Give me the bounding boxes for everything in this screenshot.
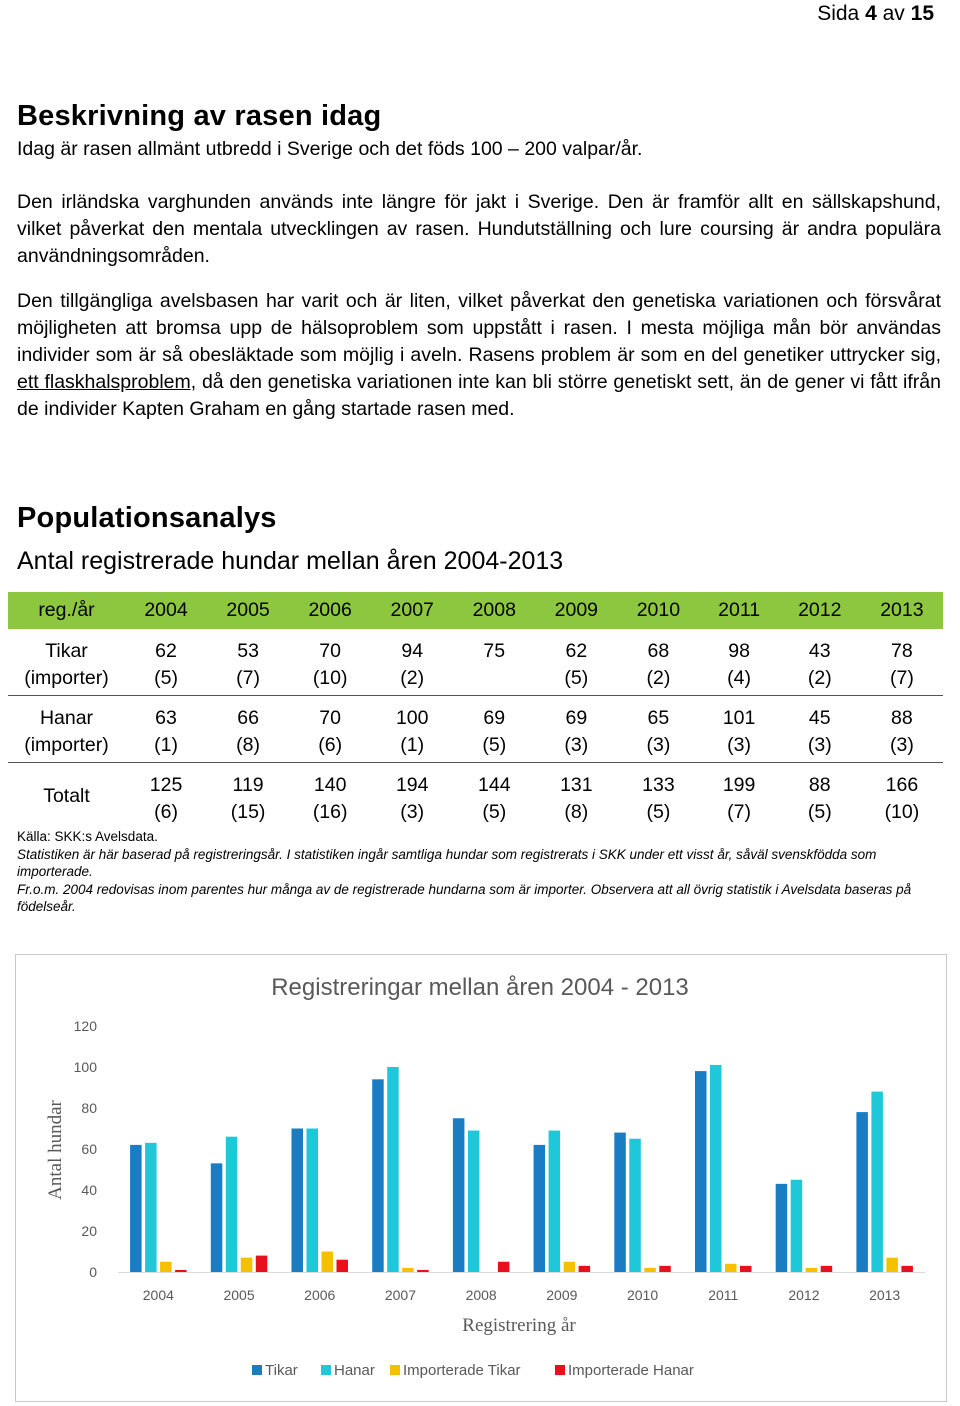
year-header: 2006 bbox=[289, 592, 371, 629]
bar-importerade-tikar bbox=[322, 1252, 334, 1273]
cell-imports: (7) bbox=[889, 666, 914, 689]
cell-count: 131 bbox=[560, 774, 593, 796]
cell-count: 194 bbox=[395, 774, 429, 796]
cell-imports: (16) bbox=[312, 800, 348, 823]
cell-imports: (6) bbox=[318, 733, 343, 756]
note-imports: Fr.o.m. 2004 redovisas inom parentes hur många av de registrerade hundarna som är importer. Observera att all övrig statistik i Avelsdata baseras på födelseår. bbox=[17, 881, 912, 914]
bar-tikar bbox=[292, 1129, 304, 1273]
y-tick-label: 40 bbox=[81, 1182, 97, 1198]
legend-swatch bbox=[252, 1365, 262, 1375]
year-header: 2009 bbox=[535, 592, 617, 629]
bar-importerade-tikar bbox=[725, 1264, 737, 1272]
x-tick-label: 2007 bbox=[384, 1287, 417, 1303]
bar-tikar bbox=[130, 1145, 142, 1272]
x-tick-label: 2005 bbox=[223, 1287, 255, 1303]
cell-imports: (7) bbox=[236, 666, 261, 689]
x-tick-label: 2010 bbox=[626, 1287, 659, 1303]
bar-importerade-tikar bbox=[886, 1258, 898, 1272]
bar-tikar bbox=[534, 1145, 546, 1272]
cell-count: 66 bbox=[237, 707, 259, 729]
cell-imports: (15) bbox=[230, 800, 266, 823]
bar-hanar bbox=[710, 1065, 722, 1272]
year-header: 2008 bbox=[453, 592, 535, 629]
legend-swatch bbox=[321, 1365, 331, 1375]
legend-label: Importerade Hanar bbox=[568, 1362, 694, 1379]
legend-swatch bbox=[390, 1365, 400, 1375]
cell-imports: (5) bbox=[482, 800, 507, 823]
year-header: 2005 bbox=[207, 592, 289, 629]
bar-importerade-hanar bbox=[417, 1270, 429, 1272]
y-tick-label: 60 bbox=[81, 1141, 97, 1157]
legend-label: Hanar bbox=[334, 1362, 375, 1379]
note-registration-year: Statistiken är här baserad på registreringsår. I statistiken ingår samtliga hundar som registrerats i SKK under ett visst år, såväl svenskfödda som importerade. bbox=[17, 846, 877, 879]
row-label-sub: (importer) bbox=[24, 733, 109, 756]
cell-count: 98 bbox=[728, 640, 750, 662]
bar-tikar bbox=[614, 1133, 626, 1272]
cell-count: 70 bbox=[319, 707, 341, 729]
cell-count: 65 bbox=[647, 707, 670, 729]
cell-count: 69 bbox=[565, 707, 588, 729]
cell-imports: (5) bbox=[646, 800, 671, 823]
y-tick-label: 120 bbox=[73, 1018, 97, 1034]
year-header: 2007 bbox=[371, 592, 453, 629]
bar-hanar bbox=[468, 1131, 480, 1272]
bar-tikar bbox=[211, 1163, 223, 1272]
cell-count: 94 bbox=[401, 640, 424, 662]
cell-imports: (3) bbox=[564, 733, 589, 756]
cell-imports: (1) bbox=[400, 733, 425, 756]
y-axis-label: Antal hundar bbox=[45, 1100, 66, 1200]
legend-label: Importerade Tikar bbox=[403, 1362, 521, 1379]
cell-count: 62 bbox=[155, 640, 177, 662]
bar-importerade-hanar bbox=[740, 1266, 752, 1272]
cell-count: 63 bbox=[155, 707, 177, 729]
cell-imports: (3) bbox=[807, 733, 832, 756]
cell-imports: (3) bbox=[727, 733, 752, 756]
legend-swatch bbox=[555, 1365, 565, 1375]
cell-count: 119 bbox=[232, 774, 264, 796]
year-header: 2010 bbox=[617, 592, 699, 629]
year-header: 2013 bbox=[861, 592, 943, 629]
bar-hanar bbox=[629, 1139, 641, 1272]
y-tick-label: 80 bbox=[81, 1100, 97, 1116]
page-current: 4 bbox=[865, 2, 877, 25]
cell-count: 88 bbox=[891, 707, 913, 729]
x-tick-label: 2011 bbox=[708, 1287, 739, 1303]
cell-count: 70 bbox=[319, 640, 341, 662]
cell-imports: (2) bbox=[400, 666, 425, 689]
bar-hanar bbox=[226, 1137, 238, 1272]
cell-count: 69 bbox=[483, 707, 506, 729]
cell-imports: (6) bbox=[154, 800, 178, 823]
year-header: 2012 bbox=[779, 592, 861, 629]
cell-count: 166 bbox=[885, 774, 919, 796]
intro-line: Idag är rasen allmänt utbredd i Sverige och det föds 100 – 200 valpar/år. bbox=[17, 138, 643, 160]
table-subtitle: Antal registrerade hundar mellan åren 2004-2013 bbox=[17, 547, 564, 575]
cell-imports: (10) bbox=[312, 666, 348, 689]
row-label-main: Tikar bbox=[45, 640, 88, 662]
cell-count: 75 bbox=[483, 640, 506, 662]
bar-hanar bbox=[549, 1131, 561, 1272]
page-total: 15 bbox=[910, 2, 934, 25]
cell-count: 100 bbox=[395, 707, 429, 729]
breeding-text-a: Den tillgängliga avelsbasen har varit och är liten, vilket påverkat den genetiska variationen och försvårat möjligheten att bromsa upp de hälsoproblem som uppstått i rasen. I mesta möjliga mån bör användas individer som är så obesläktade som möjlig i aveln. Rasens problem är som en del genetiker uttrycker sig, bbox=[17, 290, 941, 366]
bar-hanar bbox=[307, 1129, 319, 1273]
cell-imports: (5) bbox=[154, 666, 178, 689]
cell-count: 133 bbox=[642, 774, 675, 796]
legend-label: Tikar bbox=[265, 1362, 298, 1379]
cell-count: 125 bbox=[149, 774, 183, 796]
cell-count: 43 bbox=[808, 640, 831, 662]
bar-tikar bbox=[776, 1184, 788, 1272]
cell-count: 45 bbox=[808, 707, 831, 729]
bar-importerade-tikar bbox=[241, 1258, 253, 1272]
bar-tikar bbox=[372, 1079, 384, 1272]
row-label-main: Hanar bbox=[39, 707, 94, 729]
cell-imports: (2) bbox=[646, 666, 671, 689]
bar-hanar bbox=[145, 1143, 157, 1272]
page-of-word: av bbox=[882, 2, 905, 25]
bar-importerade-hanar bbox=[659, 1266, 671, 1272]
cell-imports: (4) bbox=[727, 666, 752, 689]
y-tick-label: 20 bbox=[81, 1223, 97, 1239]
cell-imports: (8) bbox=[236, 733, 261, 756]
cell-imports: (5) bbox=[564, 666, 589, 689]
cell-count: 140 bbox=[313, 774, 347, 796]
section-title-breed-today: Beskrivning av rasen idag bbox=[17, 100, 382, 132]
bar-importerade-tikar bbox=[402, 1268, 414, 1272]
year-header: 2004 bbox=[125, 592, 207, 629]
cell-imports: (3) bbox=[889, 733, 914, 756]
cell-imports: (7) bbox=[727, 800, 752, 823]
x-axis-label: Registrering år bbox=[462, 1315, 576, 1336]
table-corner-label: reg./år bbox=[8, 592, 125, 629]
bar-importerade-hanar bbox=[175, 1270, 187, 1272]
section-title-population: Populationsanalys bbox=[17, 502, 277, 534]
cell-imports: (8) bbox=[564, 800, 589, 823]
source-note: Källa: SKK:s Avelsdata. bbox=[17, 829, 158, 844]
cell-count: 62 bbox=[565, 640, 588, 662]
cell-count: 78 bbox=[891, 640, 913, 662]
cell-imports: (3) bbox=[400, 800, 425, 823]
row-label-main: Totalt bbox=[43, 785, 90, 807]
usage-paragraph: Den irländska varghunden används inte längre för jakt i Sverige. Den är framför allt en sällskapshund, vilket påverkat den mentala utvecklingen av rasen. Hundutställning och lure coursing är andra populära användningsområden. bbox=[17, 191, 941, 267]
bar-hanar bbox=[791, 1180, 803, 1272]
y-tick-label: 0 bbox=[89, 1264, 97, 1280]
x-tick-label: 2006 bbox=[304, 1287, 336, 1303]
bar-tikar bbox=[453, 1118, 465, 1272]
cell-imports: (5) bbox=[807, 800, 832, 823]
cell-imports: (2) bbox=[807, 666, 832, 689]
bottleneck-term: ett flaskhalsproblem, bbox=[17, 371, 197, 393]
bar-importerade-hanar bbox=[579, 1266, 591, 1272]
x-tick-label: 2008 bbox=[465, 1287, 497, 1303]
bar-importerade-hanar bbox=[901, 1266, 913, 1272]
breeding-text-b: då den genetiska variationen inte kan bli större genetiskt sett, än de gener vi fått ifrån de individer Kapten Graham en gång startade rasen med. bbox=[17, 371, 941, 420]
cell-imports: (10) bbox=[884, 800, 920, 823]
x-tick-label: 2012 bbox=[788, 1287, 820, 1303]
page-word: Sida bbox=[817, 2, 860, 25]
bar-importerade-hanar bbox=[498, 1262, 510, 1272]
x-tick-label: 2013 bbox=[869, 1287, 901, 1303]
cell-imports: (5) bbox=[482, 733, 507, 756]
bar-importerade-tikar bbox=[644, 1268, 656, 1272]
row-label-sub: (importer) bbox=[24, 666, 109, 689]
cell-count: 68 bbox=[647, 640, 670, 662]
bar-hanar bbox=[387, 1067, 399, 1272]
bar-tikar bbox=[695, 1071, 707, 1272]
bar-importerade-tikar bbox=[160, 1262, 172, 1272]
cell-count: 199 bbox=[722, 774, 756, 796]
chart-title: Registreringar mellan åren 2004 - 2013 bbox=[271, 974, 689, 1001]
bar-importerade-hanar bbox=[337, 1260, 349, 1272]
cell-count: 101 bbox=[722, 707, 756, 729]
cell-count: 53 bbox=[237, 640, 259, 662]
cell-count: 144 bbox=[478, 774, 511, 796]
cell-count: 88 bbox=[808, 774, 831, 796]
cell-imports: (3) bbox=[646, 733, 671, 756]
bar-tikar bbox=[856, 1112, 868, 1272]
bar-importerade-hanar bbox=[821, 1266, 833, 1272]
bar-importerade-hanar bbox=[256, 1256, 267, 1272]
y-tick-label: 100 bbox=[73, 1059, 97, 1075]
year-header: 2011 bbox=[699, 592, 778, 629]
bar-importerade-tikar bbox=[806, 1268, 818, 1272]
bar-importerade-tikar bbox=[564, 1262, 576, 1272]
x-tick-label: 2009 bbox=[546, 1287, 578, 1303]
cell-imports: (1) bbox=[154, 733, 178, 756]
bar-hanar bbox=[871, 1092, 883, 1272]
x-tick-label: 2004 bbox=[142, 1287, 174, 1303]
